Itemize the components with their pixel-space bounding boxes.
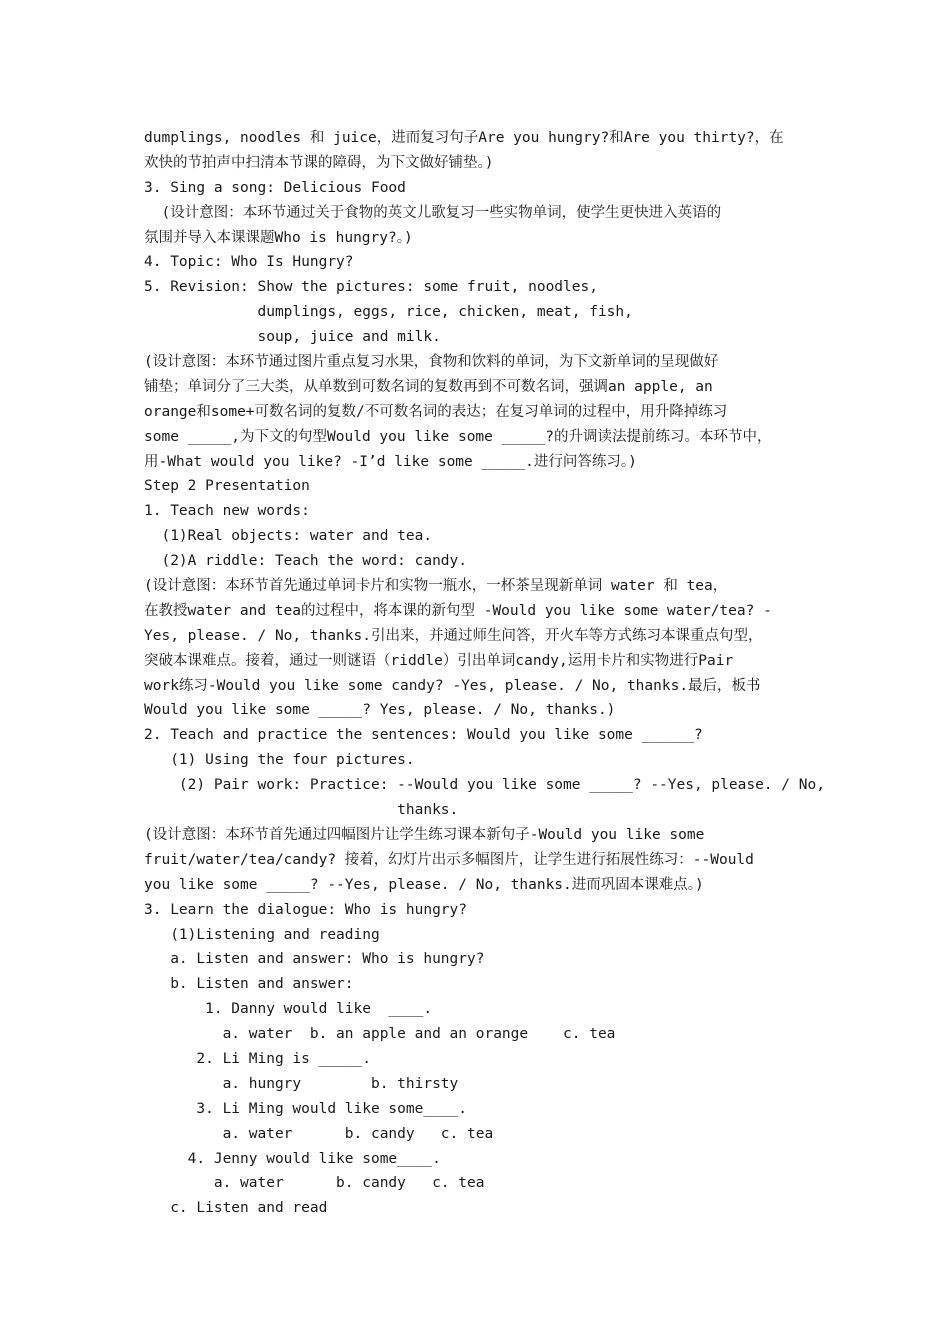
question-line: 4. Jenny would like some____. <box>144 1150 441 1167</box>
section-heading: 2. Teach and practice the sentences: Would you like some ______? <box>144 727 703 744</box>
text-line: (设计意图：本环节首先通过四幅图片让学生练习课本新句子-Would you like some <box>144 826 705 843</box>
text-line: (设计意图：本环节通过关于食物的英文儿歌复习一些实物单词，使学生更快进入英语的 <box>144 204 722 221</box>
text-line: thanks. <box>144 802 459 819</box>
question-line: 3. Li Ming would like some____. <box>144 1100 468 1117</box>
text-line: a. Listen and answer: Who is hungry? <box>144 951 485 968</box>
text-line: (1)Real objects: water and tea. <box>144 528 433 545</box>
text-line: dumplings, noodles 和 juice，进而复习句子Are you hungry?和Are you thirty?，在 <box>144 130 784 146</box>
text-line: Yes, please. / No, thanks.引出来，并通过师生问答，开火车等方式练习本课重点句型， <box>144 627 763 644</box>
text-line: orange和some+可数名词的复数/不可数名词的表达；在复习单词的过程中，用升降掉练习 <box>144 403 728 420</box>
text-line: 突破本课难点。接着，通过一则谜语（riddle）引出单词candy,运用卡片和实物进行Pair <box>144 652 734 669</box>
text-line: (设计意图：本环节首先通过单词卡片和实物一瓶水，一杯茶呈现新单词 water 和 tea， <box>144 578 728 595</box>
question-line: 1. Danny would like ____. <box>144 1001 433 1018</box>
text-line: 用-What would you like? -I’d like some _____.进行问答练习。) <box>144 453 637 470</box>
text-line: 在教授water and tea的过程中，将本课的新句型 -Would you like some water/tea? - <box>144 602 772 619</box>
text-line: some _____,为下文的句型Would you like some _____?的升调读法提前练习。本环节中， <box>144 428 772 445</box>
text-line: (2) Pair work: Practice: --Would you like some _____? --Yes, please. / No, <box>144 777 825 794</box>
section-heading: 3. Learn the dialogue: Who is hungry? <box>144 901 468 918</box>
text-line: work练习-Would you like some candy? -Yes, please. / No, thanks.最后，板书 <box>144 677 761 694</box>
text-line: 氛围并导入本课课题Who is hungry?。) <box>144 229 413 246</box>
section-heading: 4. Topic: Who Is Hungry? <box>144 254 354 271</box>
document-body <box>144 126 825 1221</box>
answer-options: a. water b. candy c. tea <box>144 1175 485 1192</box>
text-line: (设计意图：本环节通过图片重点复习水果，食物和饮料的单词，为下文新单词的呈现做好 <box>144 354 719 371</box>
text-line: soup, juice and milk. <box>144 329 441 346</box>
text-line: (1) Using the four pictures. <box>144 752 415 769</box>
text-line: dumplings, eggs, rice, chicken, meat, fish, <box>144 304 633 321</box>
text-line: you like some _____? --Yes, please. / No, thanks.进而巩固本课难点。) <box>144 876 704 893</box>
text-line: 铺垫；单词分了三大类，从单数到可数名词的复数再到不可数名词，强调an apple, an <box>144 378 713 395</box>
step-heading: Step 2 Presentation <box>144 478 310 495</box>
text-line: (2)A riddle: Teach the word: candy. <box>144 553 468 570</box>
question-line: 2. Li Ming is _____. <box>144 1050 371 1067</box>
text-line: b. Listen and answer: <box>144 976 354 993</box>
text-line: (1)Listening and reading <box>144 926 380 943</box>
text-line: c. Listen and read <box>144 1200 328 1217</box>
section-heading: 3. Sing a song: Delicious Food <box>144 179 406 196</box>
answer-options: a. water b. candy c. tea <box>144 1125 494 1142</box>
section-heading: 5. Revision: Show the pictures: some fruit, noodles, <box>144 279 598 296</box>
text-line: 欢快的节拍声中扫清本节课的障碍，为下文做好铺垫。) <box>144 154 494 171</box>
answer-options: a. water b. an apple and an orange c. tea <box>144 1026 616 1043</box>
section-heading: 1. Teach new words: <box>144 503 310 520</box>
text-line: fruit/water/tea/candy? 接着，幻灯片出示多幅图片，让学生进行拓展性练习：--Would <box>144 851 754 868</box>
answer-options: a. hungry b. thirsty <box>144 1075 459 1092</box>
text-line: Would you like some _____? Yes, please. / No, thanks.) <box>144 702 616 719</box>
